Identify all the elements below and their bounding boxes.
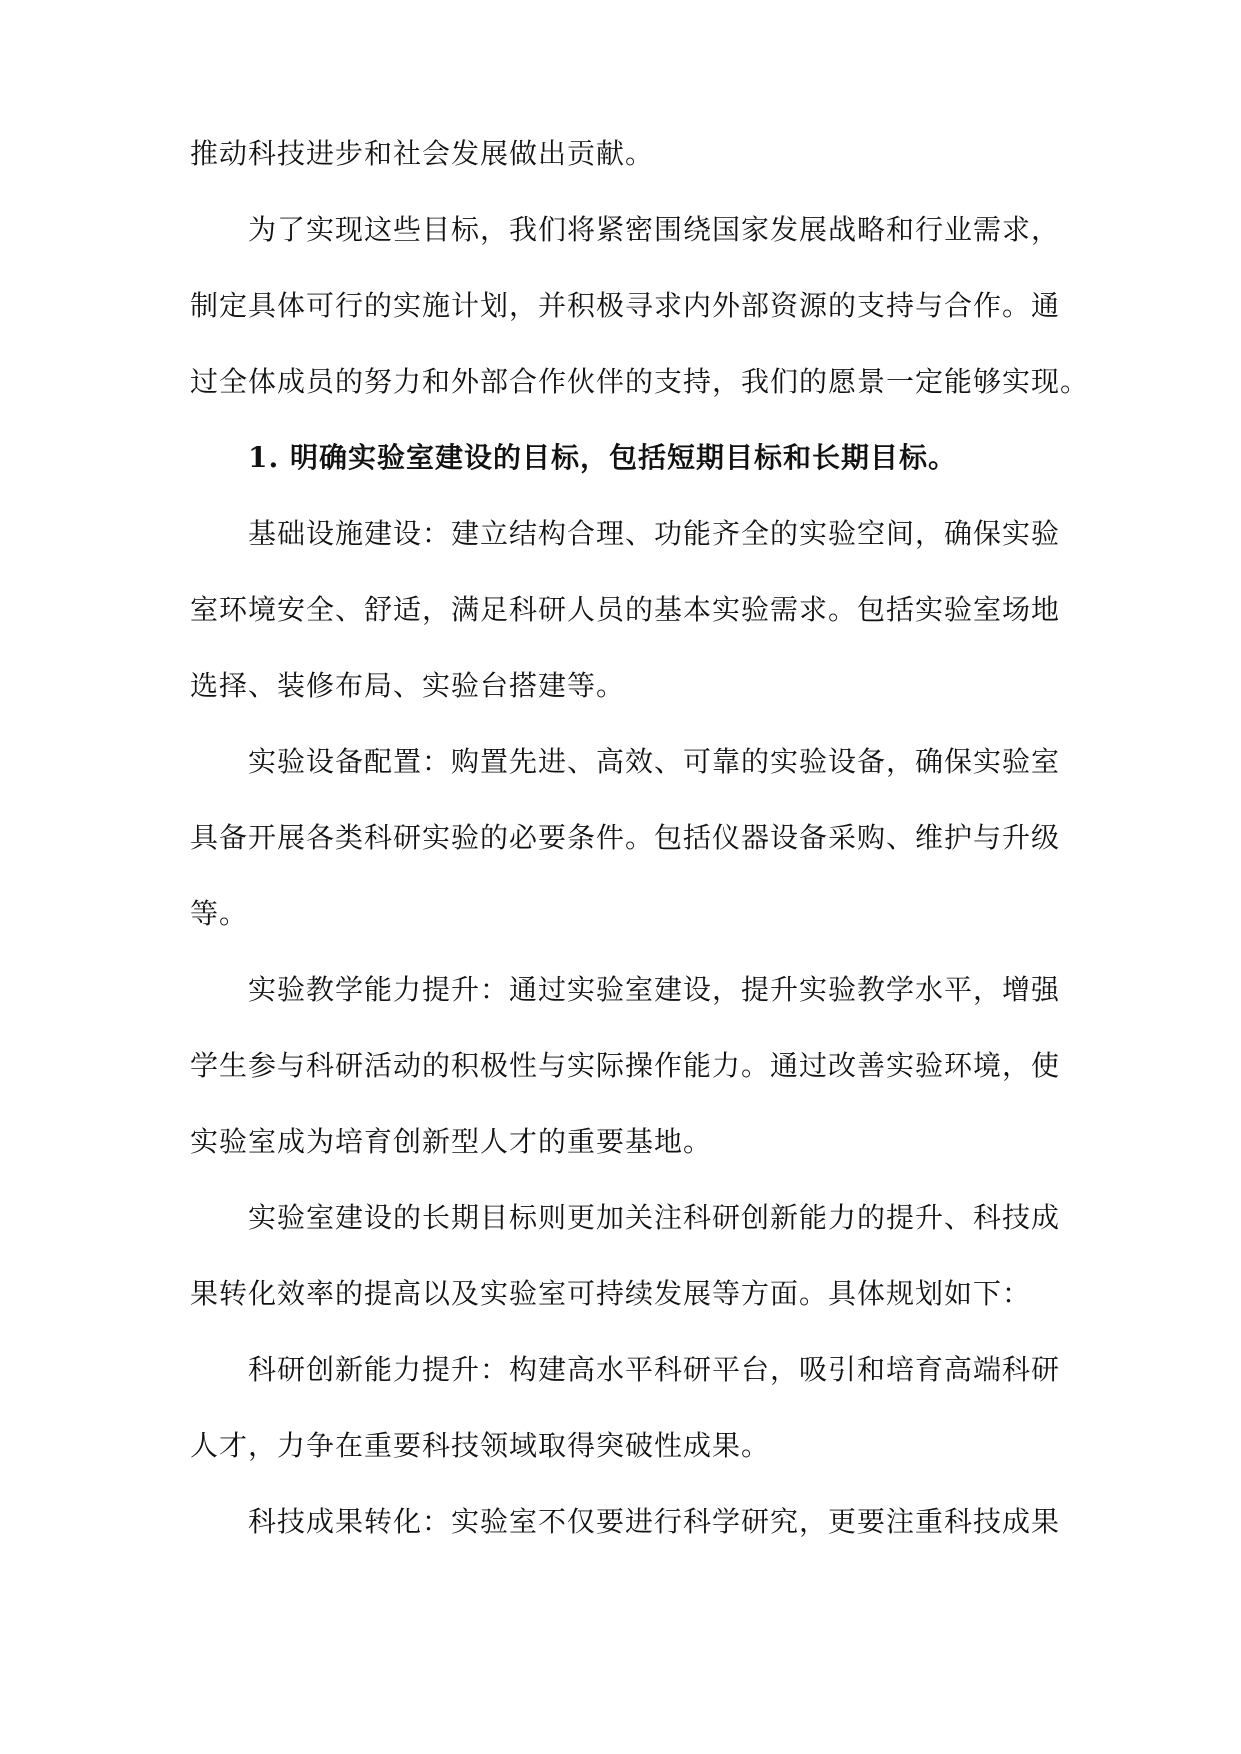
text-line: 室环境安全、舒适，满足科研人员的基本实验需求。包括实验室场地 — [190, 593, 1061, 626]
paragraph-first-line: 科研创新能力提升：构建高水平科研平台，吸引和培育高端科研 — [248, 1353, 1061, 1386]
text-line: 人才，力争在重要科技领域取得突破性成果。 — [190, 1429, 771, 1462]
text-line: 学生参与科研活动的积极性与实际操作能力。通过改善实验环境，使 — [190, 1049, 1061, 1082]
paragraph-first-line: 实验室建设的长期目标则更加关注科研创新能力的提升、科技成 — [248, 1201, 1061, 1234]
paragraph-first-line: 实验教学能力提升：通过实验室建设，提升实验教学水平，增强 — [248, 973, 1061, 1006]
text-line: 具备开展各类科研实验的必要条件。包括仪器设备采购、维护与升级 — [190, 821, 1061, 854]
text-line: 实验室成为培育创新型人才的重要基地。 — [190, 1125, 713, 1158]
text-line: 等。 — [190, 897, 249, 930]
body-text — [190, 116, 1090, 420]
text-line: 过全体成员的努力和外部合作伙伴的支持，我们的愿景一定能够实现。 — [190, 365, 1090, 398]
text-line: 选择、装修布局、实验台搭建等。 — [190, 669, 626, 702]
text-line: 果转化效率的提高以及实验室可持续发展等方面。具体规划如下： — [190, 1277, 1032, 1310]
paragraph-first-line: 科技成果转化：实验室不仅要进行科学研究，更要注重科技成果 — [248, 1505, 1061, 1538]
paragraph-first-line: 为了实现这些目标，我们将紧密围绕国家发展战略和行业需求， — [248, 213, 1061, 246]
paragraph-first-line: 实验设备配置：购置先进、高效、可靠的实验设备，确保实验室 — [248, 745, 1061, 778]
section-body — [190, 496, 1061, 1560]
section-heading-block — [190, 420, 1050, 496]
paragraph-first-line: 基础设施建设：建立结构合理、功能齐全的实验空间，确保实验 — [248, 517, 1061, 550]
section-heading: 1. 明确实验室建设的目标，包括短期目标和长期目标。 — [248, 441, 957, 474]
text-line: 推动科技进步和社会发展做出贡献。 — [190, 137, 655, 170]
text-line: 制定具体可行的实施计划，并积极寻求内外部资源的支持与合作。通 — [190, 289, 1061, 322]
